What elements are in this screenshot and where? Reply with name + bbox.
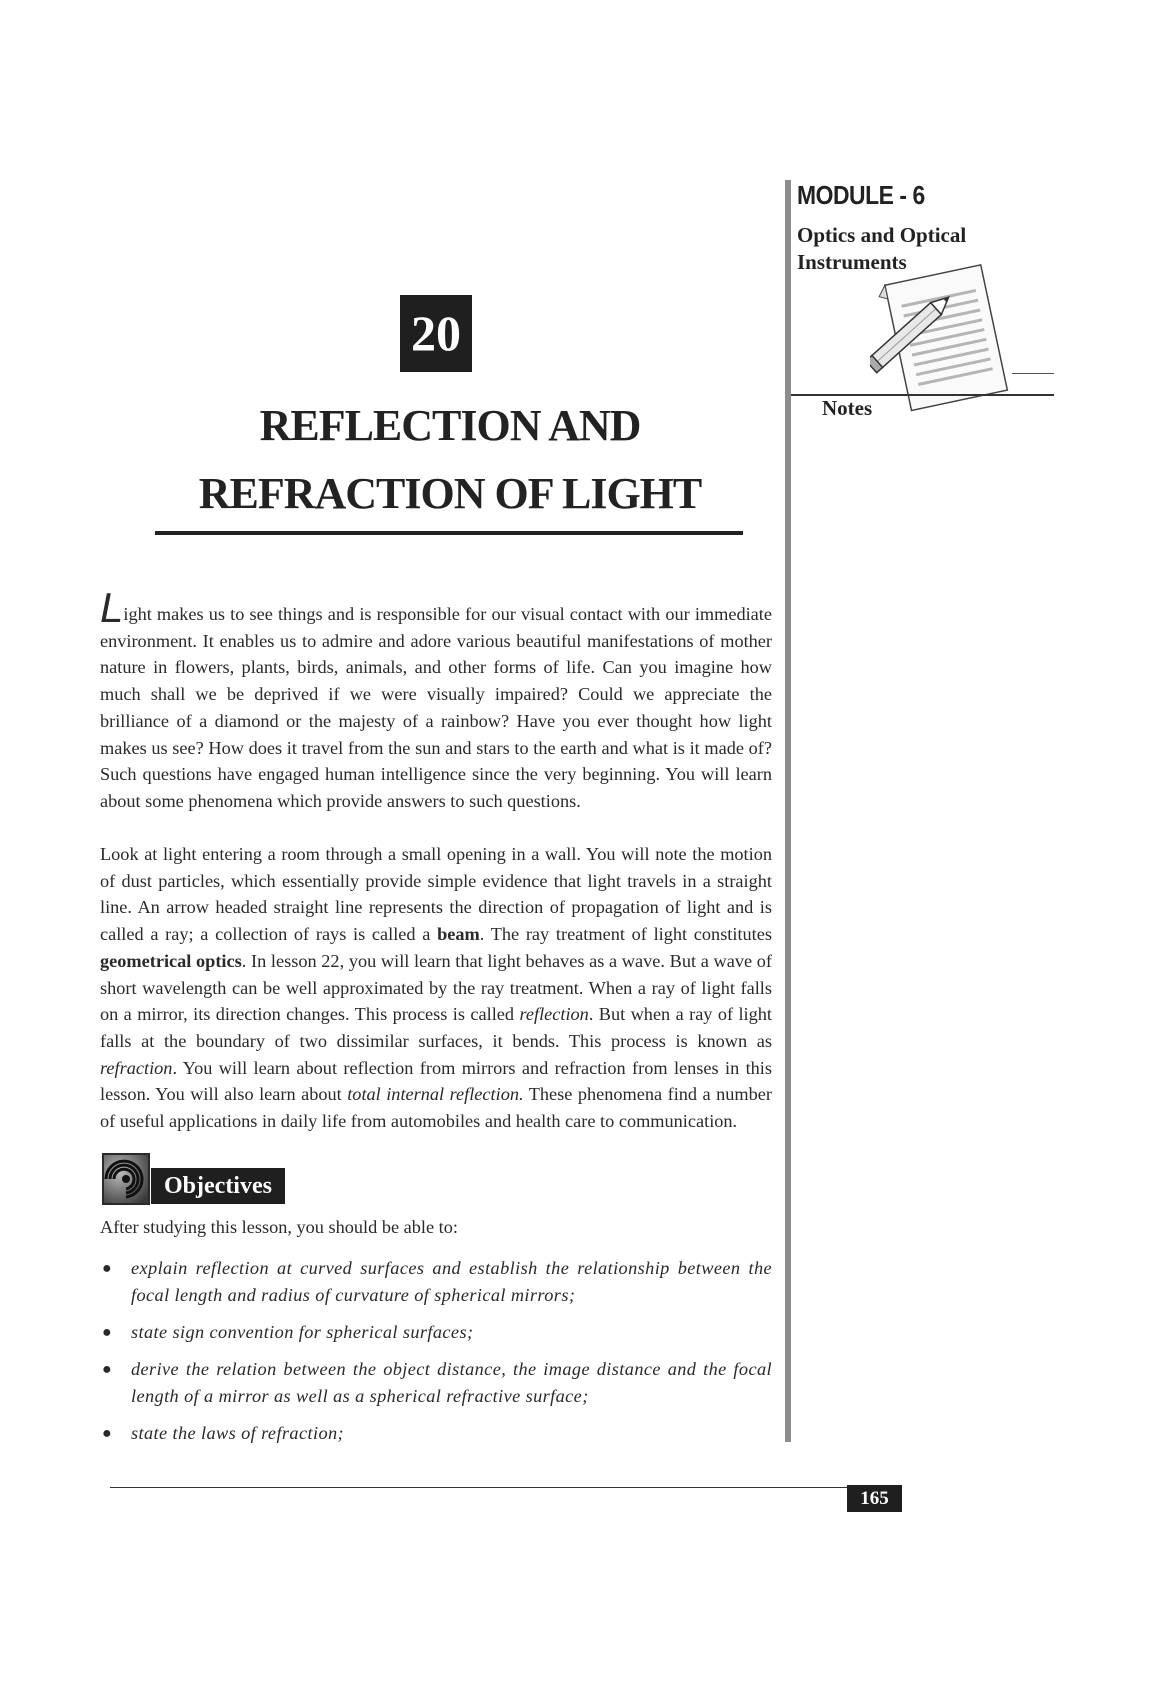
footer-rule: [110, 1487, 902, 1488]
notes-pencil-icon: [870, 262, 1020, 422]
term-reflection: reflection: [519, 1004, 589, 1025]
notes-rule-short: [1012, 373, 1054, 374]
bullet-icon: ●: [102, 1324, 113, 1341]
text-run: Look at light entering a room through a small opening in a wall. You will note the motion of dust particles, which essentially provide simple evidence that light travels in a straight line. An arrow headed straight line represents the direction of propagation of light and is called a ray; a collection of rays is called a: [100, 844, 772, 945]
objectives-heading: Objectives: [151, 1168, 285, 1204]
text-run: . The ray treatment of light constitutes: [479, 924, 772, 945]
bullet-icon: ●: [102, 1361, 113, 1378]
term-total-internal-reflection: total internal reflection.: [347, 1084, 524, 1105]
list-item: [100, 1356, 772, 1410]
text-run: These phenomena find a number of useful applications in daily life from automobiles and health care to communication.: [100, 1084, 772, 1132]
objectives-list: [100, 1255, 772, 1457]
objectives-intro: After studying this lesson, you should be able to:: [100, 1217, 458, 1237]
list-item: [100, 1420, 772, 1447]
objective-text: state the laws of refraction;: [131, 1423, 345, 1443]
term-beam: beam: [437, 924, 480, 945]
module-label: MODULE - 6: [797, 180, 925, 210]
chapter-title-line2: REFRACTION OF LIGHT: [198, 469, 702, 518]
bullet-icon: ●: [102, 1260, 113, 1277]
text-run: . But when a ray of light falls at the boundary of two dissimilar surfaces, it bends. This process is known as: [100, 1004, 772, 1051]
objective-text: derive the relation between the object distance, the image distance and the focal length of a mirror as well as a spherical refractive surface;: [131, 1359, 772, 1406]
list-item: [100, 1319, 772, 1346]
chapter-title-line1: REFLECTION AND: [259, 401, 641, 450]
bullet-icon: ●: [102, 1425, 113, 1442]
term-geometrical-optics: geometrical optics: [100, 950, 242, 971]
objective-text: state sign convention for spherical surfaces;: [131, 1322, 474, 1342]
objective-text: explain reflection at curved surfaces and establish the relationship between the focal length and radius of curvature of spherical mirrors;: [131, 1258, 772, 1305]
notes-label: Notes: [822, 396, 873, 420]
intro-paragraph: [100, 584, 772, 815]
text-run: . In lesson 22, you will learn that light behaves as a wave. But a wave of short wavelength can be well approximated by the ray treatment. When a ray of light falls on a mirror, its direction changes. This process is called: [100, 950, 772, 1025]
title-underline: [155, 531, 743, 535]
intro-text: ight makes us to see things and is responsible for our visual contact with our immediate environment. It enables us to admire and adore various beautiful manifestations of mother nature in flowers, plants, birds, animals, and other forms of life. Can you imagine how much shall we be deprived if we were visually impaired? Could we appreciate the brilliance of a diamond or the majesty of a rainbow? Have you ever thought how light makes us see? How does it travel from the sun and stars to the earth and what is it made of? Such questions have engaged human intelligence since the very beginning. You will learn about some phenomena which provide answers to such questions.: [100, 604, 772, 811]
page-number: 165: [847, 1485, 902, 1512]
ray-paragraph: [100, 841, 772, 1135]
module-subtitle: Optics and Optical Instruments: [797, 223, 967, 274]
drop-cap: L: [100, 584, 124, 631]
text-run: . You will learn about reflection from mirrors and refraction from lenses in this lesson. You will also learn about: [100, 1057, 772, 1105]
chapter-number: 20: [400, 295, 472, 372]
term-refraction: refraction: [100, 1057, 173, 1078]
objectives-target-icon: [102, 1153, 150, 1205]
sidebar-divider: [785, 180, 791, 1442]
list-item: [100, 1255, 772, 1309]
